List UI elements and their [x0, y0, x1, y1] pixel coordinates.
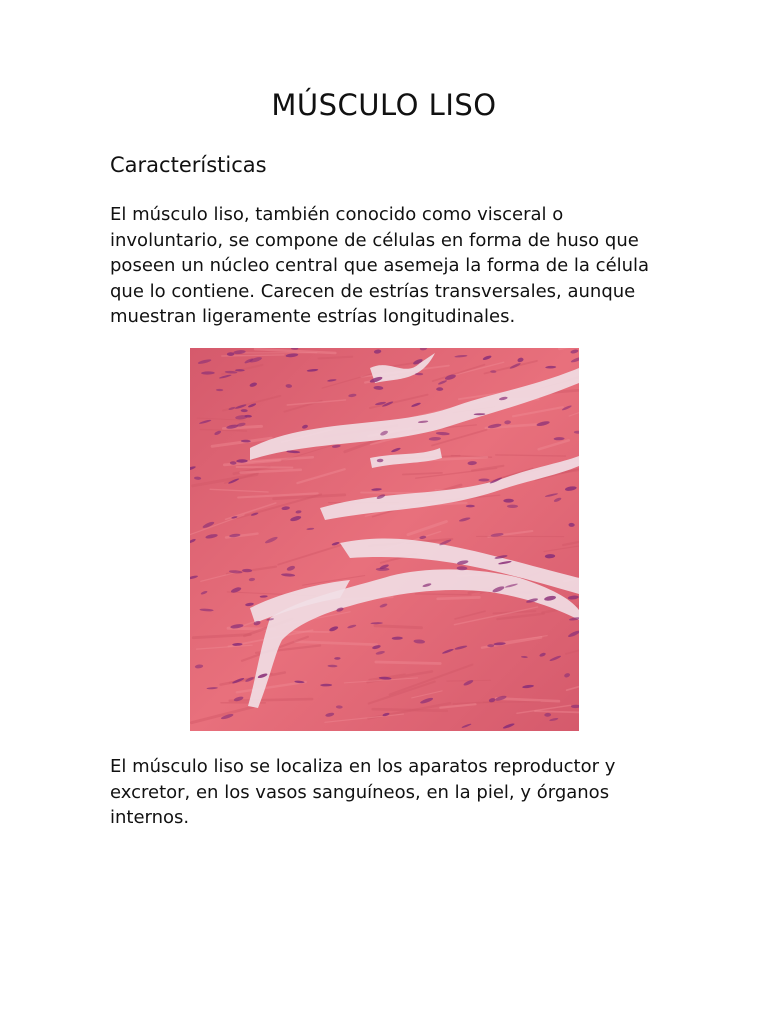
fiber-streak — [415, 594, 471, 595]
nucleus — [436, 387, 443, 391]
page-title: MÚSCULO LISO — [271, 88, 497, 122]
fiber-streak — [375, 626, 421, 628]
section-heading: Características — [110, 153, 267, 177]
fiber-streak — [373, 709, 447, 711]
description-paragraph: El músculo liso, también conocido como visceral o involuntario, se compone de células en forma de huso que poseen un núcleo central que asemeja la forma de la célula que lo contiene. Carecen de estrías transversales, aunque muestran ligeramente estrías longitudinales. — [110, 204, 650, 327]
smooth-muscle-micrograph — [190, 348, 579, 731]
micrograph-image — [190, 348, 579, 731]
fiber-streak — [361, 493, 423, 494]
fiber-streak — [376, 662, 440, 664]
fiber-streak — [438, 597, 480, 598]
nucleus — [507, 505, 518, 508]
fiber-streak — [237, 467, 293, 468]
location-paragraph: El músculo liso se localiza en los aparatos reproductor y excretor, en los vasos sanguíneos, en la piel, y órganos internos. — [110, 756, 616, 828]
